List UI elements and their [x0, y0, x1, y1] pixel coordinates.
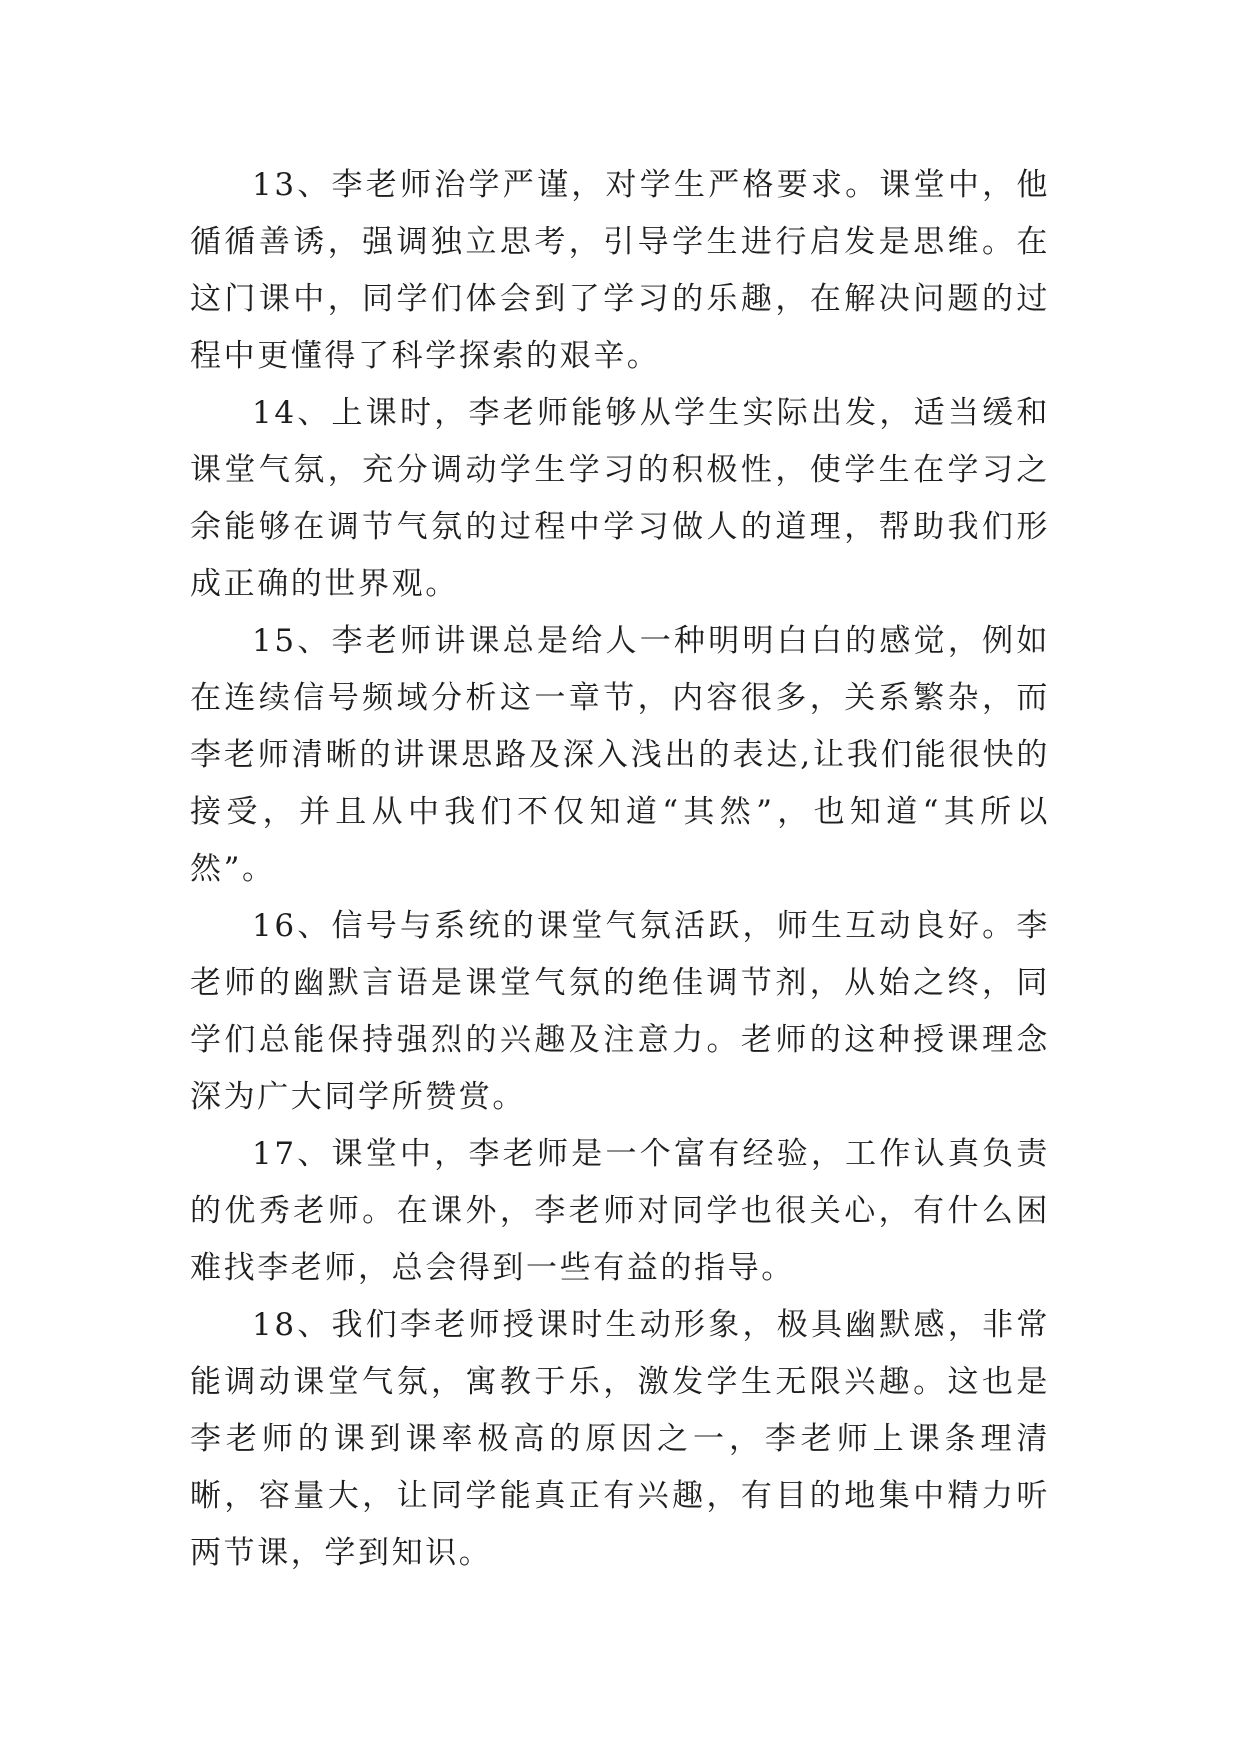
paragraph-13: 13、李老师治学严谨，对学生严格要求。课堂中，他循循善诱，强调独立思考，引导学生进行启发是思维。在这门课中，同学们体会到了学习的乐趣，在解决问题的过程中更懂得了科学探索的艰辛。 — [190, 167, 1050, 374]
paragraph-18: 18、我们李老师授课时生动形象，极具幽默感，非常能调动课堂气氛，寓教于乐，激发学生无限兴趣。这也是李老师的课到课率极高的原因之一，李老师上课条理清晰，容量大，让同学能真正有兴趣，有目的地集中精力听两节课，学到知识。 — [190, 1307, 1050, 1571]
paragraph-15: 15、李老师讲课总是给人一种明明白白的感觉，例如在连续信号频域分析这一章节，内容很多，关系繁杂，而李老师清晰的讲课思路及深入浅出的表达,让我们能很快的接受，并且从中我们不仅知道“其然”，也知道“其所以然”。 — [190, 623, 1050, 887]
paragraph-16: 16、信号与系统的课堂气氛活跃，师生互动良好。李老师的幽默言语是课堂气氛的绝佳调节剂，从始之终，同学们总能保持强烈的兴趣及注意力。老师的这种授课理念深为广大同学所赞赏。 — [190, 908, 1050, 1115]
document-body — [190, 157, 1050, 1582]
paragraph-17: 17、课堂中，李老师是一个富有经验，工作认真负责的优秀老师。在课外，李老师对同学也很关心，有什么困难找李老师，总会得到一些有益的指导。 — [190, 1136, 1050, 1286]
paragraph-14: 14、上课时，李老师能够从学生实际出发，适当缓和课堂气氛，充分调动学生学习的积极性，使学生在学习之余能够在调节气氛的过程中学习做人的道理，帮助我们形成正确的世界观。 — [190, 395, 1050, 602]
